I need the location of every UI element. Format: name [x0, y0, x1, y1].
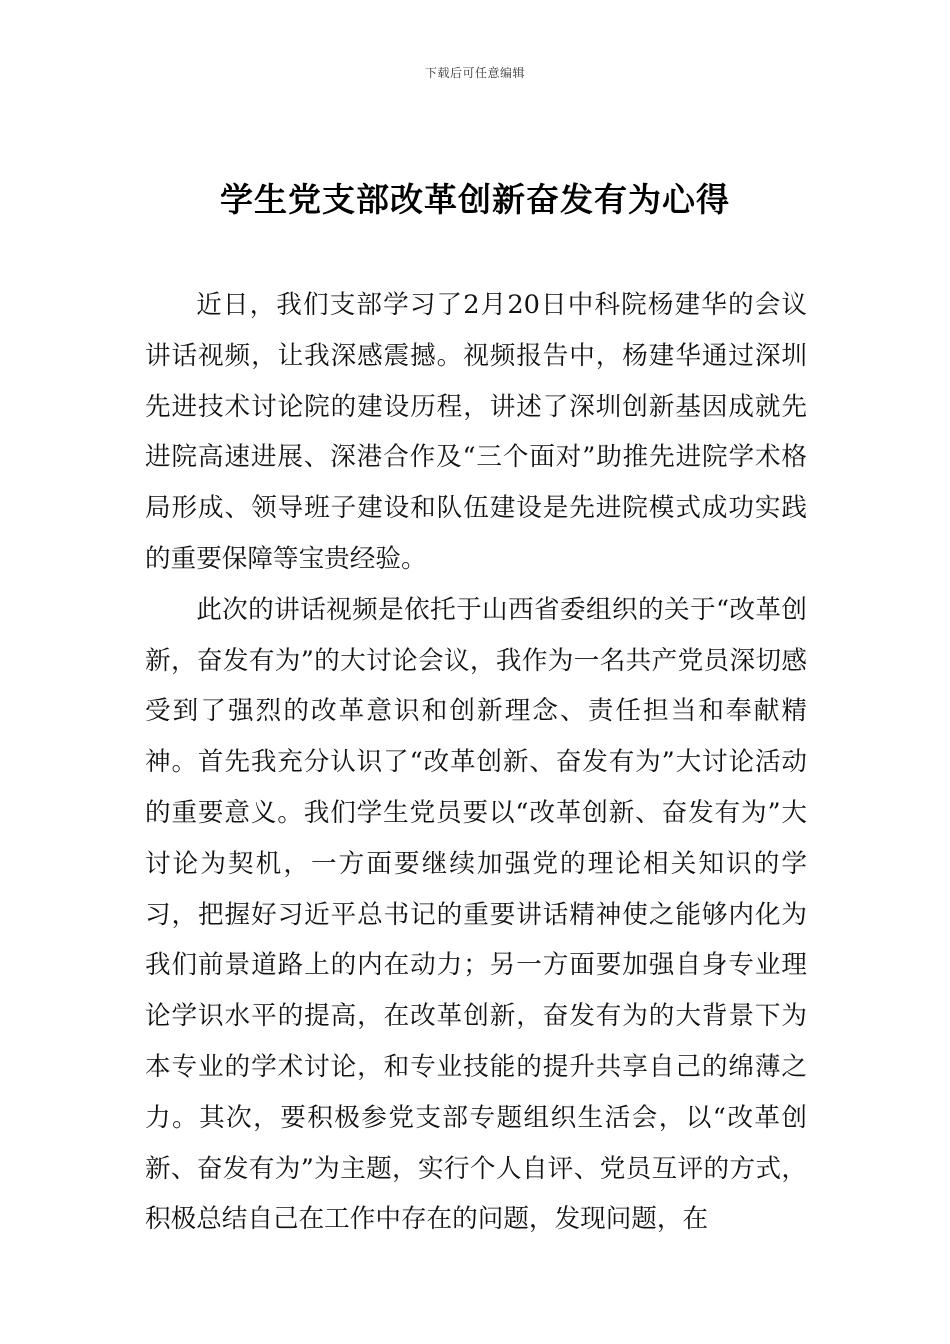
document-title: 学生党支部改革创新奋发有为心得 [220, 180, 730, 219]
page-header: 下载后可任意编辑 [424, 66, 525, 80]
paragraph-2: 此次的讲话视频是依托于山西省委组织的关于“改革创新，奋发有为”的大讨论会议，我作为一名共产党员深切感受到了强烈的改革意识和创新理念、责任担当和奉献精神。首先我充分认识了“改革创新、奋发有为”大讨论活动的重要意义。我们学生党员要以“改革创新、奋发有为”大讨论为契机，一方面要继续加强党的理论相关知识的学习，把握好习近平总书记的重要讲话精神使之能够内化为我们前景道路上的内在动力；另一方面要加强自身专业理论学识水平的提高，在改革创新，奋发有为的大背景下为本专业的学术讨论，和专业技能的提升共享自己的绵薄之力。其次，要积极参党支部专题组织生活会，以“改革创新、奋发有为”为主题，实行个人自评、党员互评的方式，积极总结自己在工作中存在的问题，发现问题，在 [145, 594, 807, 1235]
paragraph-1: 近日，我们支部学习了2月20日中科院杨建华的会议讲话视频，让我深感震撼。视频报告中，杨建华通过深圳先进技术讨论院的建设历程，讲述了深圳创新基因成就先进院高速进展、深港合作及“三个面对”助推先进院学术格局形成、领导班子建设和队伍建设是先进院模式成功实践的重要保障等宝贵经验。 [145, 290, 807, 574]
document-body [145, 280, 807, 1245]
